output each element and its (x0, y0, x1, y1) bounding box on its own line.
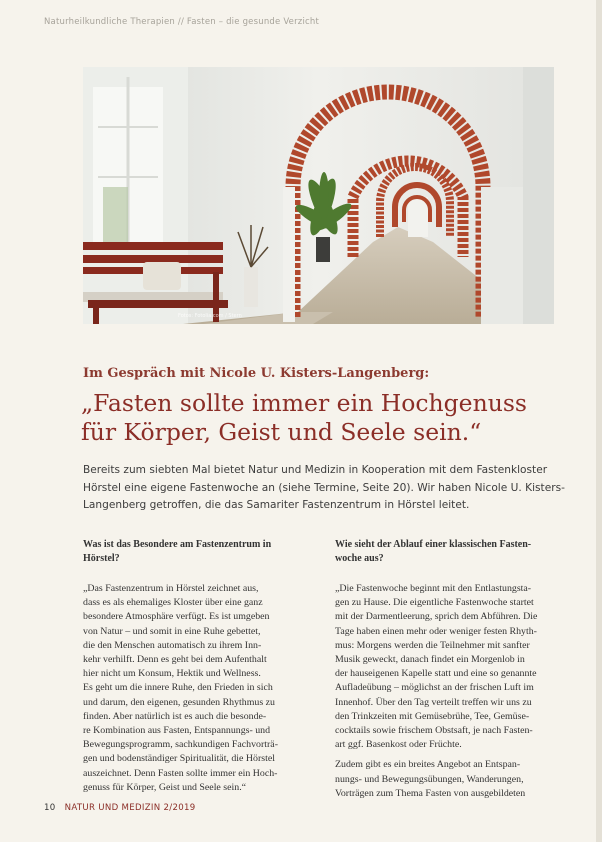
intro-line: Hörstel eine eigene Fastenwoche an (siehe Termine, Seite 20). Wir haben Nicole U. Kisters- (83, 481, 565, 494)
headline-line: „Fasten sollte immer ein Hochgenuss (81, 389, 527, 417)
article-headline (81, 389, 581, 447)
answer-line: und darum, den eigenen, gesunden Rhythmus zu (83, 696, 275, 708)
left-column (83, 538, 309, 795)
answer-line: re Kombination aus Fasten, Entspannungs- und (83, 725, 271, 737)
answer-line: mit der Darmentleerung, sprich dem Abführen. Die (335, 611, 538, 623)
interview-question (83, 538, 309, 566)
answer-line: Es geht um die innere Ruhe, den Frieden in sich (83, 682, 273, 694)
question-line: woche aus? (335, 553, 384, 564)
answer-line: cocktails sowie frischem Obstsaft, je nach Fasten- (335, 725, 533, 737)
answer-line: mus: Morgens werden die Teilnehmer mit sanfter (335, 639, 530, 651)
answer-line: Zudem gibt es ein breites Angebot an Entspan- (335, 759, 521, 771)
page-edge (596, 0, 602, 842)
page-footer (44, 803, 196, 813)
page-number: 10 (44, 803, 56, 813)
answer-line: Aufladeübung – möglichst an der frischen Luft im (335, 682, 534, 694)
question-line: Wie sieht der Ablauf einer klassischen Fasten- (335, 539, 532, 550)
headline-line: für Körper, Geist und Seele sein.“ (81, 418, 482, 446)
answer-line: nungs- und Bewegungsübungen, Wanderungen, (335, 773, 524, 785)
answer-line: „Die Fastenwoche beginnt mit den Entlastungsta- (335, 583, 532, 594)
answer-line: gen und bodenständiger Spiritualität, die Hörstel (83, 753, 275, 765)
answer-line: kehr verhilft. Denn es geht bei dem Aufenthalt (83, 654, 267, 666)
answer-line: art ggf. Basenkost oder Früchte. (335, 739, 462, 751)
answer-line: den Trinkzeiten mit Gemüsebrühe, Tee, Gemüse- (335, 710, 530, 722)
right-column (335, 538, 561, 801)
section-header: Naturheilkundliche Therapien // Fasten – die gesunde Verzicht (44, 17, 320, 27)
answer-line: Bewegungsprogramm, sachkundigen Fachvorträ- (83, 739, 278, 751)
answer-line: genuss für Körper, Geist und Seele sein.“ (83, 781, 247, 793)
article-intro (83, 462, 563, 515)
answer-line: dass es als ehemaliges Kloster über eine ganz (83, 597, 263, 609)
answer-line: gen zu Hause. Die eigentliche Fastenwoche startet (335, 597, 534, 609)
answer-line: besondere Atmosphäre verfügt. Es ist umgeben (83, 611, 270, 623)
answer-line: von Natur – und somit in eine Ruhe gebettet, (83, 625, 261, 637)
intro-line: Langenberg getroffen, die das Samariter Fastenzentrum in Hörstel leitet. (83, 499, 470, 511)
interview-question (335, 538, 561, 566)
answer-line: hier nicht um Konsum, Hektik und Wellness. (83, 668, 261, 680)
intro-line: Bereits zum siebten Mal bietet Natur und Medizin in Kooperation mit dem Fastenkloster (83, 464, 548, 476)
answer-line: Tage haben einen mehr oder weniger festen Rhyth- (335, 625, 537, 637)
interview-answer (83, 582, 309, 795)
magazine-title: NATUR UND MEDIZIN 2/2019 (64, 803, 196, 813)
interview-answer (335, 582, 561, 801)
question-line: Was ist das Besondere am Fastenzentrum in (83, 539, 272, 550)
question-line: Hörstel? (83, 553, 120, 564)
article-kicker: Im Gespräch mit Nicole U. Kisters-Langenberg: (83, 366, 430, 381)
photo-credit: Fotos: Fotolia.com / Stern (178, 313, 242, 319)
answer-line: Musik geweckt, danach findet ein Morgenlob in (335, 654, 525, 666)
answer-line: finden. Aber natürlich ist es auch die besonde- (83, 710, 267, 722)
answer-line: die den Menschen automatisch zu ihrem Inn- (83, 639, 262, 651)
answer-line: auszeichnet. Denn Fasten sollte immer ein Hoch- (83, 767, 278, 779)
arched-corridor-photo (83, 67, 554, 324)
answer-line: „Das Fastenzentrum in Hörstel zeichnet aus, (83, 583, 259, 594)
answer-line: der hauseigenen Kapelle statt und eine so genannte (335, 668, 537, 680)
answer-line: Innenhof. Über den Tag verteilt treffen wir uns zu (335, 696, 532, 708)
answer-line: Vorträgen zum Thema Fasten von ausgebildeten (335, 787, 526, 799)
